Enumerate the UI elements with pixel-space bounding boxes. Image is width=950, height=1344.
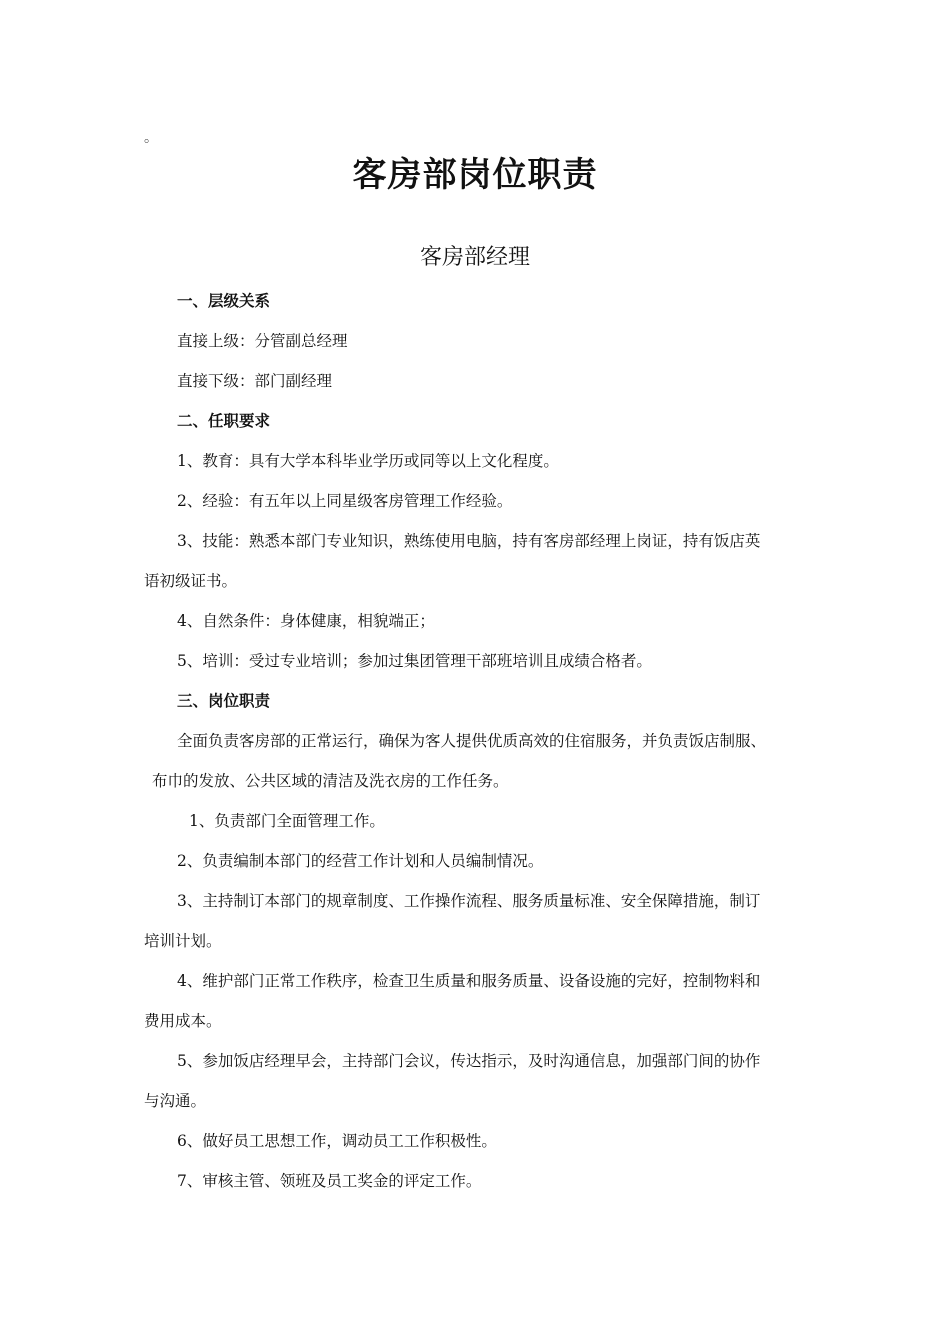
duty-item-7: 7、审核主管、领班及员工奖金的评定工作。 (177, 1172, 482, 1190)
duty-item-6: 6、做好员工思想工作，调动员工工作积极性。 (177, 1132, 497, 1150)
direct-superior: 直接上级：分管副总经理 (177, 332, 348, 350)
duty-item-5: 5、参加饭店经理早会，主持部门会议，传达指示，及时沟通信息，加强部门间的协作 (177, 1052, 761, 1070)
requirement-training: 5、培训：受过专业培训；参加过集团管理干部班培训且成绩合格者。 (177, 652, 652, 670)
duties-intro: 全面负责客房部的正常运行，确保为客人提供优质高效的住宿服务，并负责饭店制服、 (177, 732, 767, 750)
duty-item-3: 3、主持制订本部门的规章制度、工作操作流程、服务质量标准、安全保障措施，制订 (177, 892, 761, 910)
heading-requirements: 二、任职要求 (177, 411, 271, 430)
heading-duties: 三、岗位职责 (177, 691, 271, 710)
heading-hierarchy: 一、层级关系 (177, 291, 271, 310)
duty-item-2: 2、负责编制本部门的经营工作计划和人员编制情况。 (177, 852, 544, 870)
section-title: 客房部经理 (419, 245, 530, 270)
requirement-education: 1、教育：具有大学本科毕业学历或同等以上文化程度。 (177, 452, 559, 470)
document-title: 客房部岗位职责 (352, 155, 598, 195)
duty-item-1: 1、负责部门全面管理工作。 (189, 812, 385, 830)
leading-mark: 。 (144, 130, 158, 146)
direct-subordinate: 直接下级：部门副经理 (177, 372, 333, 390)
duties-intro-cont: 布巾的发放、公共区域的清洁及洗衣房的工作任务。 (152, 772, 509, 790)
duty-item-5-cont: 与沟通。 (144, 1092, 207, 1110)
duty-item-4: 4、维护部门正常工作秩序，检查卫生质量和服务质量、设备设施的完好，控制物料和 (177, 972, 761, 990)
duty-item-3-cont: 培训计划。 (144, 932, 222, 950)
requirement-skills: 3、技能：熟悉本部门专业知识，熟练使用电脑，持有客房部经理上岗证，持有饭店英 (177, 532, 761, 550)
requirement-physical: 4、自然条件：身体健康，相貌端正； (177, 612, 435, 630)
requirement-experience: 2、经验：有五年以上同星级客房管理工作经验。 (177, 492, 513, 510)
duty-item-4-cont: 费用成本。 (144, 1012, 222, 1030)
requirement-skills-cont: 语初级证书。 (144, 572, 238, 590)
